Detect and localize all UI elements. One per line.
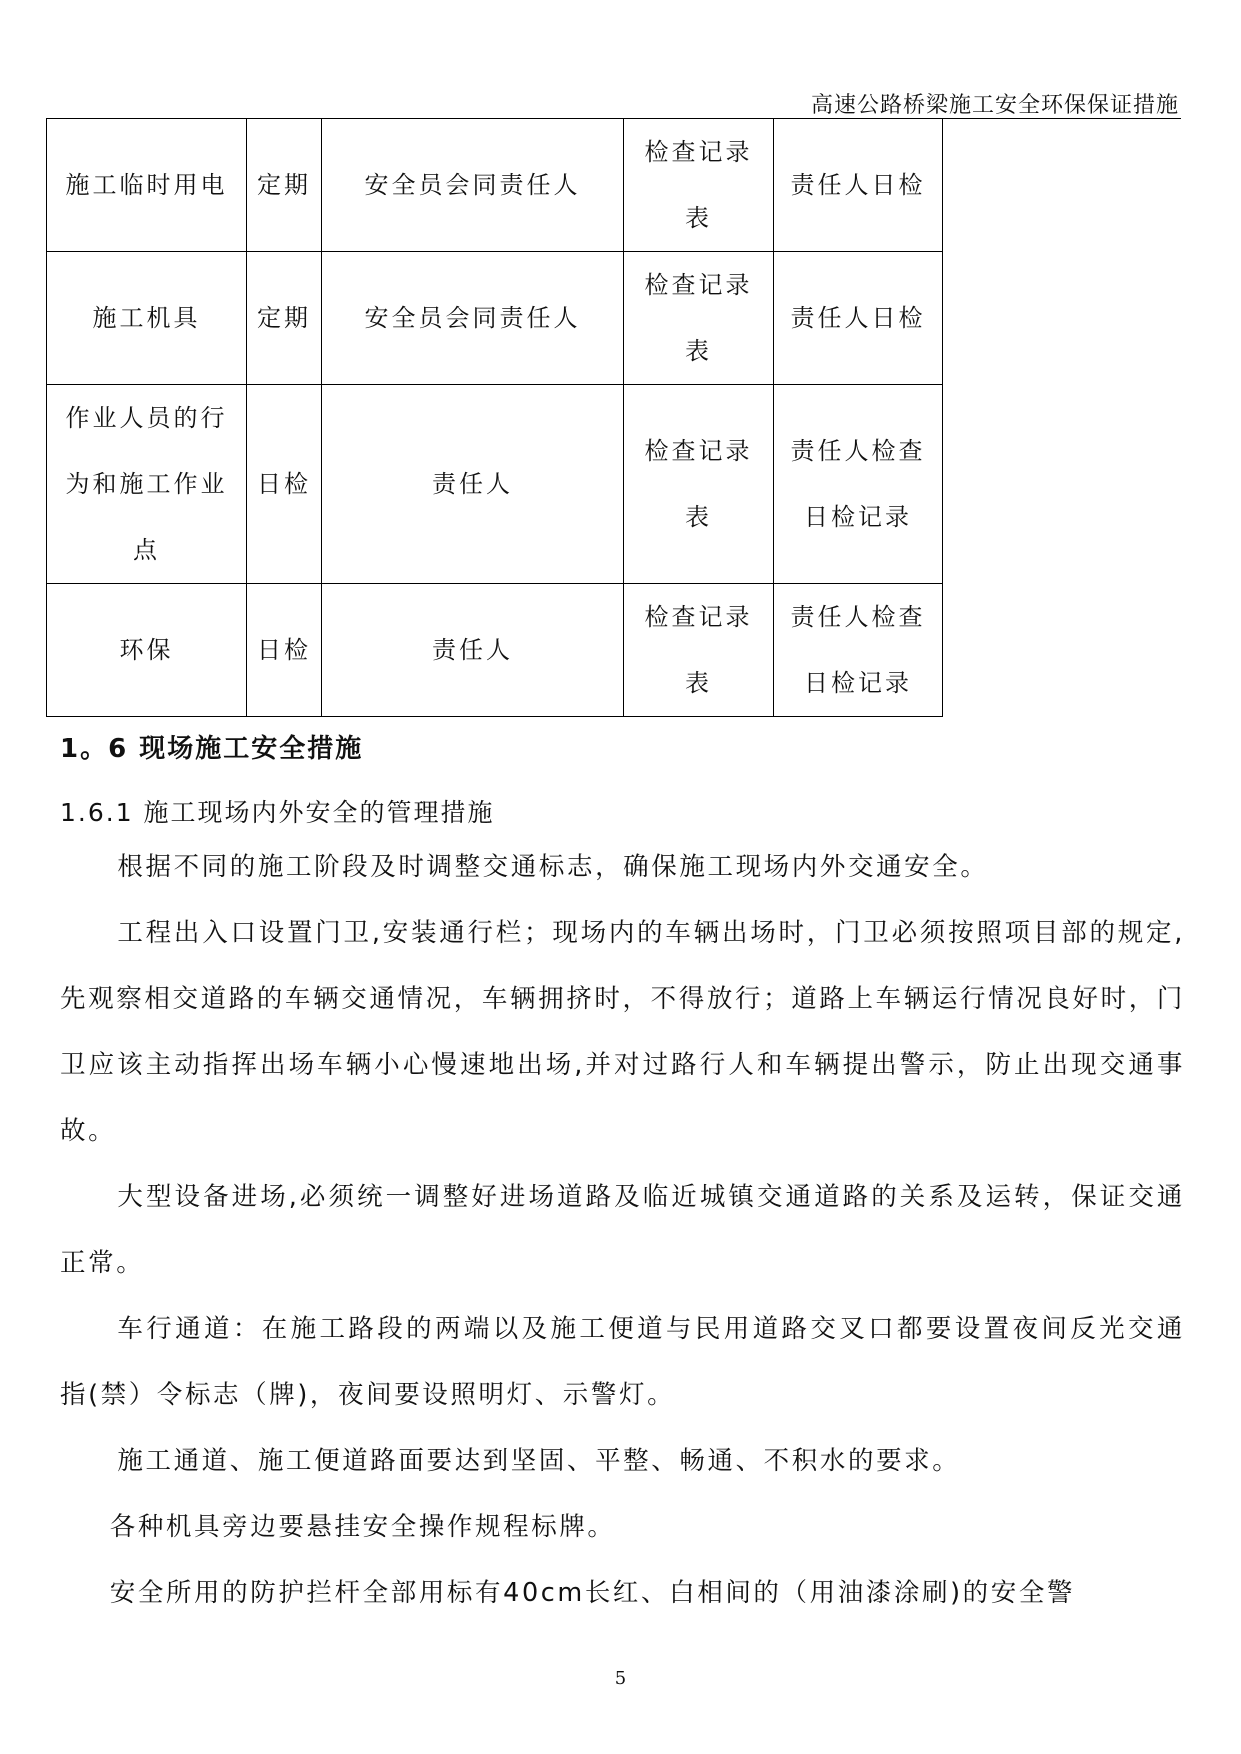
- page-number: 5: [614, 1668, 627, 1689]
- body-text: [60, 834, 1185, 1626]
- table-cell-record: 检查记录表: [624, 119, 774, 252]
- running-header: 高速公路桥梁施工安全环保保证措施: [810, 93, 1179, 118]
- table-row: [47, 252, 943, 385]
- paragraph: 大型设备进场,必须统一调整好进场道路及临近城镇交通道路的关系及运转，保证交通正常。: [60, 1182, 1185, 1278]
- table-cell-item: 施工机具: [47, 252, 247, 385]
- table-cell-person: 安全员会同责任人: [322, 119, 624, 252]
- subsection-heading: 1.6.1 施工现场内外安全的管理措施: [60, 798, 495, 827]
- table-cell-frequency: 定期: [247, 252, 322, 385]
- table-cell-item: 环保: [47, 584, 247, 717]
- table-cell-frequency: 日检: [247, 385, 322, 584]
- table-cell-record: 检查记录表: [624, 385, 774, 584]
- table-cell-frequency: 日检: [247, 584, 322, 717]
- table-cell-person: 责任人: [322, 385, 624, 584]
- table-cell-remark: 责任人日检: [774, 119, 943, 252]
- table-cell-record: 检查记录表: [624, 584, 774, 717]
- table-cell-frequency: 定期: [247, 119, 322, 252]
- paragraph: 车行通道：在施工路段的两端以及施工便道与民用道路交叉口都要设置夜间反光交通指(禁）令标志（牌)，夜间要设照明灯、示警灯。: [60, 1314, 1185, 1410]
- table-cell-person: 安全员会同责任人: [322, 252, 624, 385]
- table-cell-person: 责任人: [322, 584, 624, 717]
- table-cell-remark: 责任人日检: [774, 252, 943, 385]
- table-cell-item: 作业人员的行为和施工作业点: [47, 385, 247, 584]
- paragraph: 工程出入口设置门卫,安装通行栏；现场内的车辆出场时，门卫必须按照项目部的规定,先观察相交道路的车辆交通情况，车辆拥挤时，不得放行；道路上车辆运行情况良好时，门卫应该主动指挥出场车辆小心慢速地出场,并对过路行人和车辆提出警示，防止出现交通事故。: [60, 918, 1185, 1146]
- paragraph: 各种机具旁边要悬挂安全操作规程标牌。: [109, 1512, 616, 1542]
- table-cell-item: 施工临时用电: [47, 119, 247, 252]
- table-row: [47, 584, 943, 717]
- table-row: [47, 385, 943, 584]
- table-cell-remark: 责任人检查日检记录: [774, 584, 943, 717]
- paragraph: 施工通道、施工便道路面要达到坚固、平整、畅通、不积水的要求。: [117, 1446, 961, 1476]
- paragraph: 根据不同的施工阶段及时调整交通标志，确保施工现场内外交通安全。: [117, 852, 989, 882]
- inspection-table: [46, 118, 943, 717]
- table-cell-record: 检查记录表: [624, 252, 774, 385]
- table-cell-remark: 责任人检查日检记录: [774, 385, 943, 584]
- paragraph: 安全所用的防护拦杆全部用标有40cm长红、白相间的（用油漆涂刷)的安全警: [109, 1578, 1076, 1608]
- table-row: [47, 119, 943, 252]
- section-heading: 1。6 现场施工安全措施: [60, 734, 364, 764]
